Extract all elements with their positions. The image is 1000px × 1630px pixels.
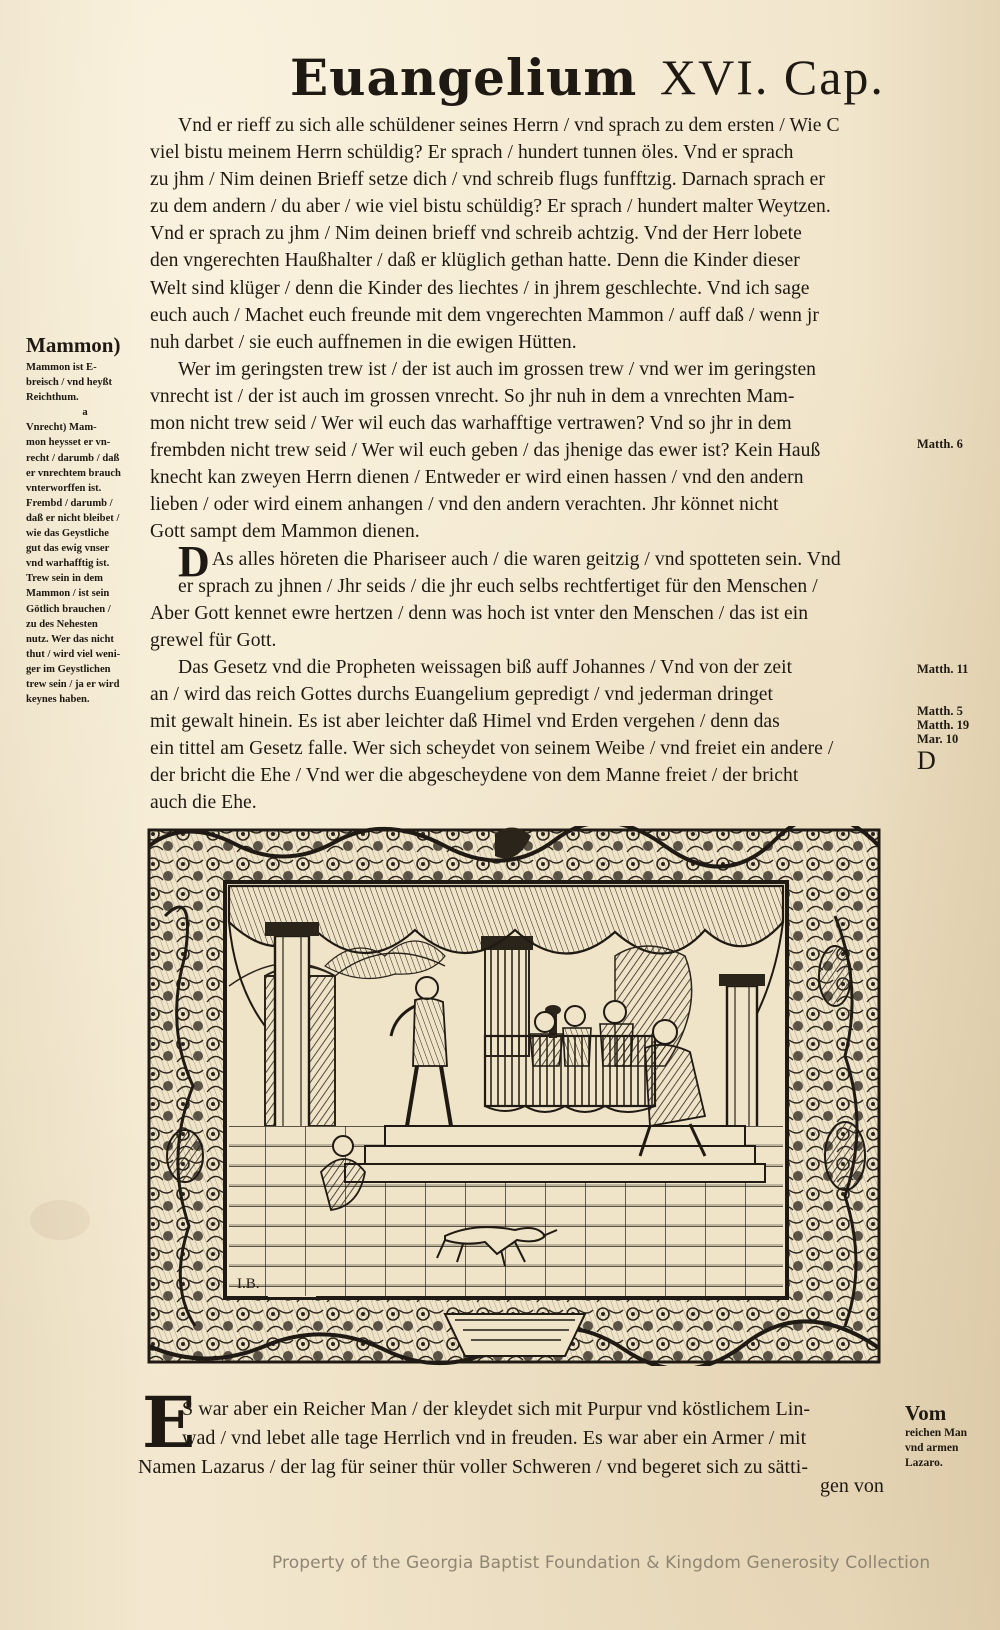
text-line-content: euch auch / Machet euch freunde mit dem vngerechten Mammon / auff daß / wenn jr <box>150 304 819 326</box>
artist-monogram: I.B. <box>237 1276 260 1292</box>
page-heading <box>290 48 930 112</box>
main-text-column <box>150 112 915 816</box>
text-line <box>150 410 915 437</box>
text-line <box>150 383 915 410</box>
woodcut-drawing <box>145 826 883 1366</box>
text-line-content: frembden nicht trew seid / Wer wil euch geben / das jhenige das ewer ist? Kein Hauß <box>150 440 821 462</box>
gloss-line: ger im Geystlichen <box>26 663 111 675</box>
gloss-line: nutz. Wer das nicht <box>26 633 114 645</box>
gloss-reichen: reichen Man <box>905 1427 968 1439</box>
gloss-line: a <box>82 407 88 419</box>
text-line <box>150 627 915 654</box>
gloss-heading: Mammon) <box>26 333 121 357</box>
text-line: S war aber ein Reicher Man / der kleydet sich mit Purpur vnd köstlichem Lin- <box>182 1398 811 1420</box>
text-line <box>150 708 915 735</box>
text-line <box>150 356 915 383</box>
gloss-line: Frembd / darumb / <box>26 497 113 509</box>
gloss-line: breisch / vnd heyßt <box>26 377 113 389</box>
text-line-content: Vnd er rieff zu sich alle schüldener seines Herrn / vnd sprach zu dem ersten / Wie C <box>178 115 840 136</box>
book-title: Euangelium <box>290 48 638 107</box>
gloss-lines <box>26 360 144 707</box>
dropcap: D <box>178 536 210 586</box>
text-line-content: viel bistu meinem Herrn schüldig? Er sprach / hundert tunnen öles. Vnd er sprach <box>150 142 794 164</box>
gloss-line: zu des Nehesten <box>26 618 98 630</box>
gloss-line: vnterworffen ist. <box>26 482 102 494</box>
text-line-content: der bricht die Ehe / Vnd wer die abgescheydene von dem Manne freiet / der bricht <box>150 765 799 787</box>
text-line-content: den vngerechten Haußhalter / daß er klüglich gethan hatte. Denn die Kinder dieser <box>150 250 800 272</box>
text-line-content: an / wird das reich Gottes durchs Euangelium gepredigt / vnd jederman dringet <box>150 683 774 705</box>
text-line <box>150 735 915 762</box>
gloss-lazaro: Lazaro. <box>905 1457 943 1469</box>
gloss-armen: vnd armen <box>905 1442 959 1454</box>
woodcut-illustration <box>145 826 883 1366</box>
paper-stain <box>30 1200 90 1240</box>
text-line <box>150 573 915 600</box>
text-line <box>150 600 915 627</box>
gloss-line: vnd warhafftig ist. <box>26 558 110 570</box>
text-line: Namen Lazarus / der lag für seiner thür voller Schweren / vnd begeret sich zu sätti- <box>138 1456 809 1478</box>
text-line-content: mit gewalt hinein. Es ist aber leichter daß Himel vnd Erden vergehen / denn das <box>150 711 780 733</box>
text-line <box>150 654 915 681</box>
text-line: wad / vnd lebet alle tage Herrlich vnd in freuden. Es war aber ein Armer / mit <box>182 1427 807 1449</box>
text-line-content: grewel für Gott. <box>150 629 277 651</box>
gloss-line: Götlich brauchen / <box>26 603 111 615</box>
bottom-text-column <box>138 1395 908 1482</box>
text-line <box>150 518 915 545</box>
text-line-content: zu dem andern / du aber / wie viel bistu schüldig? Er sprach / hundert malter Weytzen. <box>150 196 831 218</box>
bottom-dropcap: E <box>142 1381 196 1464</box>
text-line-content: er sprach zu jhnen / Jhr seids / die jhr euch selbs rechtfertiget für den Menschen / <box>178 575 818 597</box>
gloss-line: daß er nicht bleibet / <box>26 512 120 524</box>
text-line <box>150 789 915 816</box>
text-line-content: nuh darbet / sie euch auffnemen in die ewigen Hütten. <box>150 331 577 353</box>
text-line-content: Aber Gott kennet ewre hertzen / denn was hoch ist vnter den Menschen / das ist ein <box>150 602 809 624</box>
text-line-content: Das Gesetz vnd die Propheten weissagen biß auff Johannes / Vnd von der zeit <box>178 656 793 678</box>
text-line-content: Welt sind klüger / denn die Kinder des liechtes / in jhrem geschlechte. Vnd ich sage <box>150 277 810 299</box>
margin-ref-mar-10: Mar. 10 <box>917 732 959 746</box>
gloss-vom: Vom <box>905 1401 947 1425</box>
margin-ref-matth-5: Matth. 5 <box>917 704 963 718</box>
text-line <box>150 247 915 274</box>
text-line-content: Gott sampt dem Mammon dienen. <box>150 521 420 543</box>
text-line-content: ein tittel am Gesetz falle. Wer sich scheydet von seinem Weibe / vnd freiet ein andere / <box>150 738 834 760</box>
chapter-number: XVI. Cap. <box>660 49 885 105</box>
text-line <box>150 112 915 139</box>
ownership-watermark: Property of the Georgia Baptist Foundation & Kingdom Generosity Collection <box>272 1553 931 1573</box>
text-line <box>150 275 915 302</box>
text-line-content: Wer im geringsten trew ist / der ist auch im grossen trew / vnd wer im geringsten <box>178 358 817 380</box>
text-line <box>150 329 915 356</box>
text-line-content: vnrecht ist / der ist auch im grossen vnrecht. So jhr nuh in dem a vnrechten Mam- <box>150 385 795 407</box>
text-line <box>150 166 915 193</box>
gloss-line: Mammon / ist sein <box>26 588 110 600</box>
margin-ref-matth-6: Matth. 6 <box>917 437 963 451</box>
text-line-content: mon nicht trew seid / Wer wil euch das warhafftige vertrawen? Vnd so jhr in dem <box>150 413 792 435</box>
gloss-line: keynes haben. <box>26 694 90 706</box>
gloss-line: recht / darumb / daß <box>26 452 120 464</box>
text-line <box>150 681 915 708</box>
section-letter-d: D <box>917 746 936 775</box>
text-line-content: auch die Ehe. <box>150 792 257 814</box>
text-line <box>150 464 915 491</box>
catchword: gen von <box>820 1475 884 1497</box>
margin-ref-matth-19: Matth. 19 <box>917 718 970 732</box>
left-marginal-gloss <box>26 332 144 707</box>
gloss-line: mon heysset er vn- <box>26 437 111 449</box>
text-line-content: Vnd er sprach zu jhm / Nim deinen brieff vnd schreib achtzig. Vnd der Herr lobete <box>150 223 802 245</box>
text-line <box>150 139 915 166</box>
gloss-line: wie das Geystliche <box>26 528 109 540</box>
gloss-line: Vnrecht) Mam- <box>26 422 97 434</box>
text-line <box>150 491 915 518</box>
gloss-line: thut / wird viel weni- <box>26 648 121 660</box>
margin-ref-matth-11: Matth. 11 <box>917 662 969 676</box>
right-marginal-gloss-lazarus <box>905 1400 967 1471</box>
text-line-content: zu jhm / Nim deinen Brieff setze dich / vnd schreib flugs funfftzig. Darnach sprach er <box>150 169 825 191</box>
gloss-line: er vnrechtem brauch <box>26 467 121 479</box>
text-line <box>150 193 915 220</box>
text-line-content: lieben / oder wird einem anhangen / vnd den andern verachten. Jhr könnet nicht <box>150 494 779 516</box>
gloss-line: trew sein / ja er wird <box>26 678 120 690</box>
text-line <box>150 762 915 789</box>
gloss-line: Mammon ist E- <box>26 362 97 373</box>
gloss-line: gut das ewig vnser <box>26 543 110 555</box>
text-line-content: knecht kan zweyen Herrn dienen / Entweder er wird einen hassen / vnd den andern <box>150 467 804 489</box>
text-line <box>150 437 915 464</box>
text-line-content: As alles höreten die Phariseer auch / die waren geitzig / vnd spotteten sein. Vnd <box>211 548 841 570</box>
gloss-line: Trew sein in dem <box>26 573 104 585</box>
text-line <box>150 302 915 329</box>
text-line <box>150 220 915 247</box>
gloss-line: Reichthum. <box>26 392 79 404</box>
